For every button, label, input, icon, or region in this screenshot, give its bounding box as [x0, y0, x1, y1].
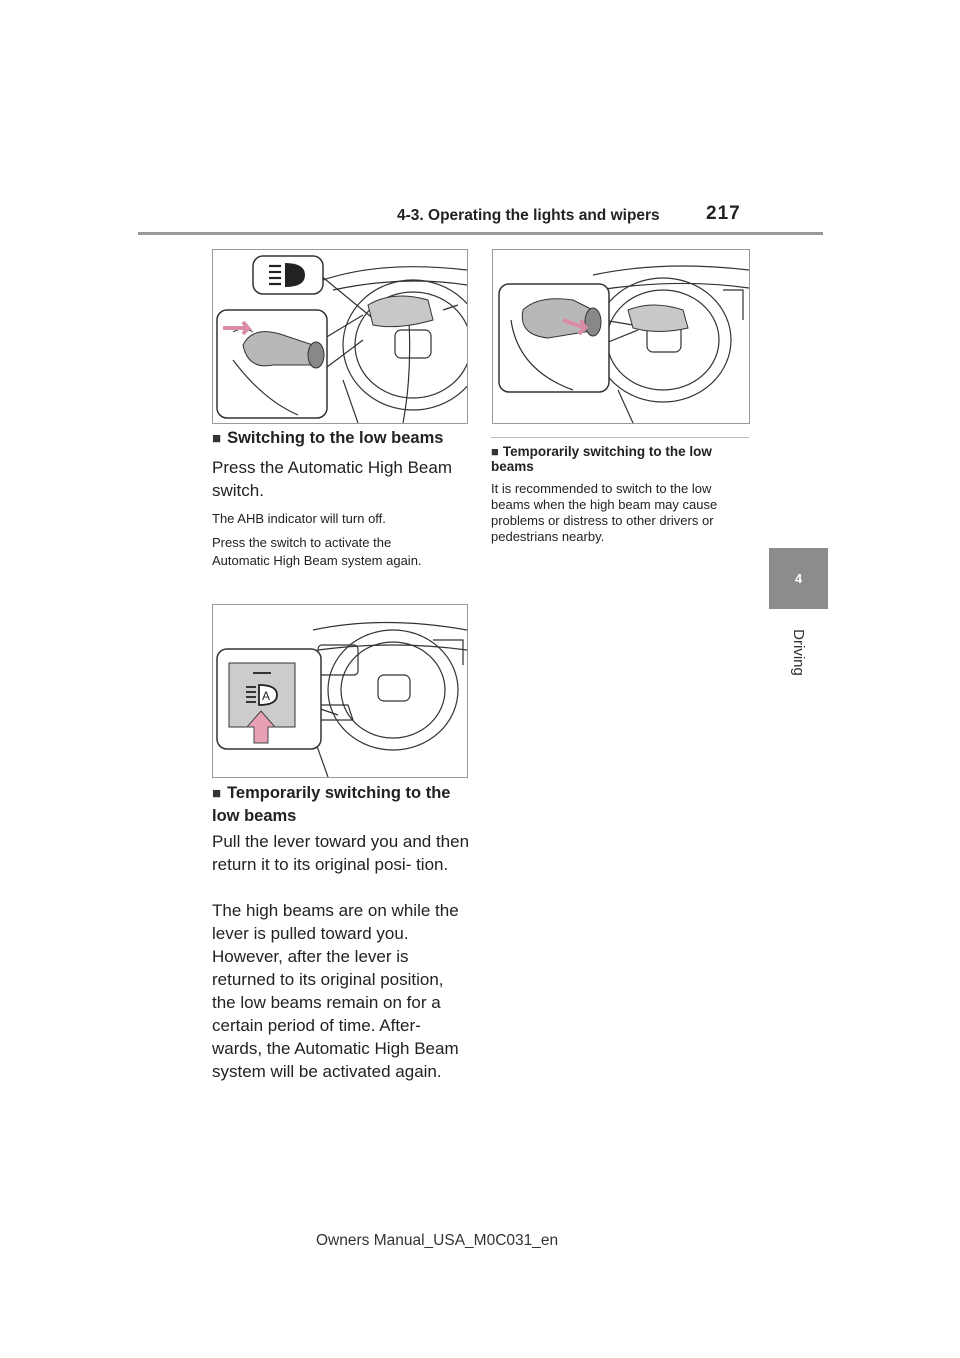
figure-lever-push [492, 249, 750, 424]
footer-text: Owners Manual_USA_M0C031_en [316, 1232, 559, 1249]
high-beam-icon [253, 256, 323, 294]
heading-temp-low-beams [212, 782, 470, 827]
section-divider [491, 437, 749, 438]
heading-text: Temporarily switching to the low beams [212, 784, 451, 825]
note-ahb-off: The AHB indicator will turn off. [212, 511, 386, 526]
lever-pull-arrow-icon [217, 310, 327, 418]
chapter-tab[interactable] [769, 548, 828, 609]
heading-text: Switching to the low beams [227, 429, 444, 447]
section-title: 4-3. Operating the lights and wipers [397, 207, 660, 224]
paragraph-pull-lever: Pull the lever toward you and then return it to its original posi- tion. [212, 832, 470, 874]
auto-high-beam-icon [217, 649, 321, 749]
chapter-label [768, 622, 828, 682]
paragraph-recommendation: It is recommended to switch to the low beams when the high beam may cause problems or distress to other drivers or pedestrians nearby. [491, 481, 718, 544]
heading-text: Temporarily switching to the low beams [491, 444, 712, 474]
heading-temp-low-beams-note [491, 444, 749, 474]
chapter-number: 4 [794, 571, 803, 586]
paragraph-press-switch: Press the Automatic High Beam switch. [212, 458, 453, 500]
page-number: 217 [706, 203, 741, 224]
heading-marker: ■ [491, 444, 499, 459]
note-activate-again: Press the switch to activate the Automatic High Beam system again. [212, 535, 422, 568]
figure-ahb-switch [212, 604, 468, 778]
chapter-label-text: Driving [789, 628, 807, 676]
lever-push-arrow-icon [499, 284, 609, 392]
figure-lever-pull [212, 249, 468, 424]
heading-switching-low-beams [212, 427, 470, 450]
paragraph-high-beams-on: The high beams are on while the lever is pulled toward you. However, after the lever is returned to its original position, the low beams remain on for a certain period of time. After- wards, the Automatic High Beam system will be activated again. [212, 901, 459, 1081]
heading-marker: ■ [212, 785, 222, 802]
header-rule [138, 232, 823, 235]
heading-marker: ■ [212, 430, 222, 447]
auto-badge: A [262, 689, 271, 703]
